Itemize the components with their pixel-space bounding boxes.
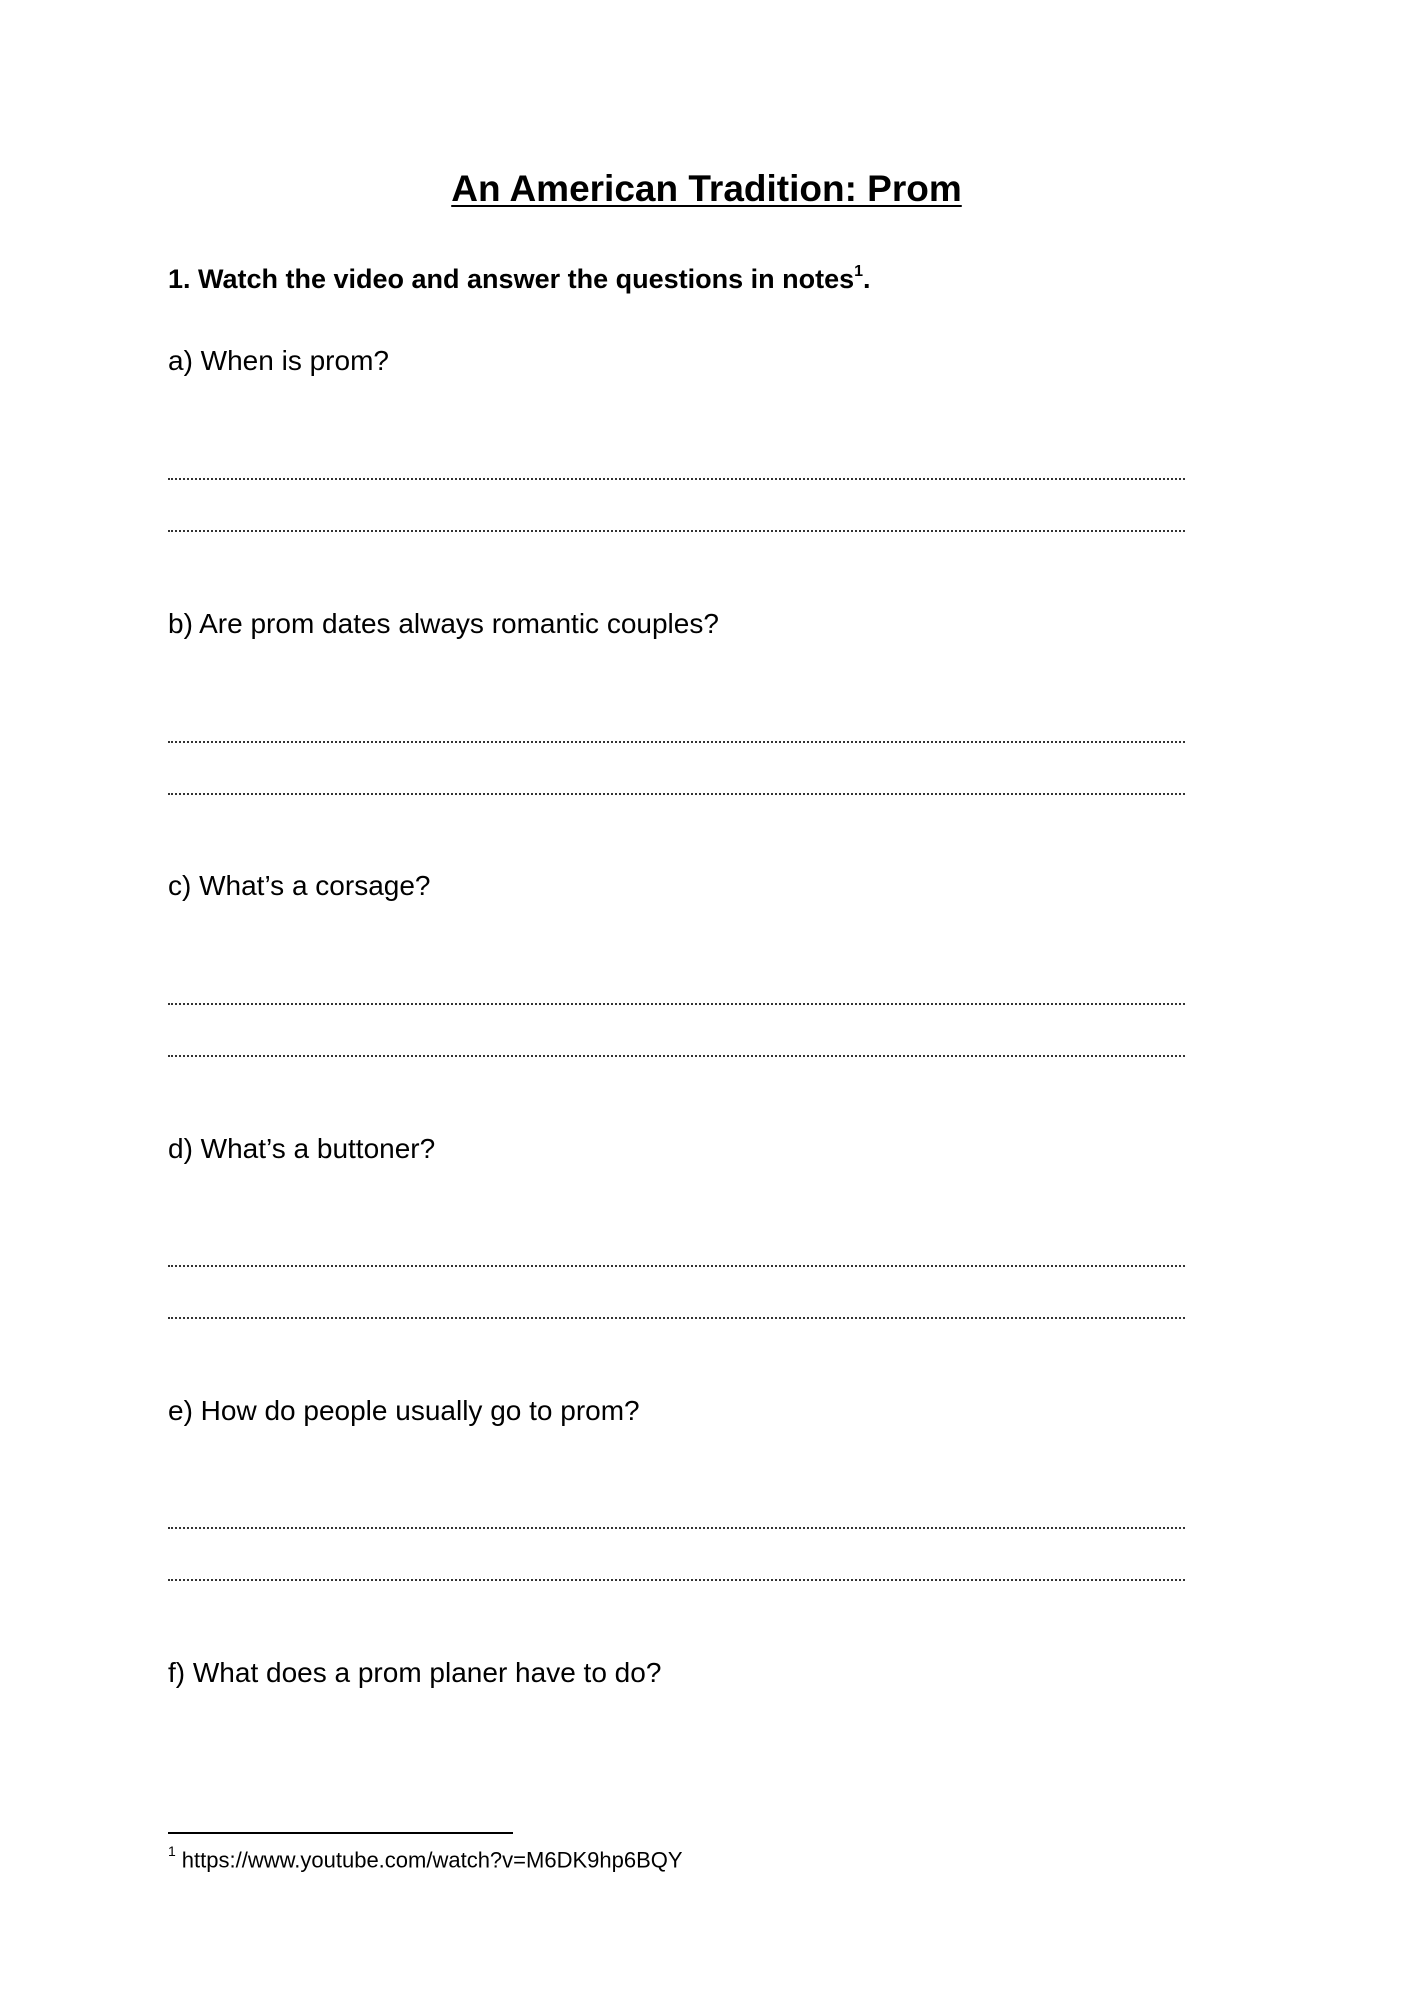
footnote-url[interactable]: https://www.youtube.com/watch?v=M6DK9hp6BQY xyxy=(181,1847,683,1873)
footnote-marker: 1 xyxy=(168,1843,176,1859)
answer-line-a1[interactable] xyxy=(168,478,1185,480)
question-a: a) When is prom? xyxy=(168,345,389,376)
answer-line-c2[interactable] xyxy=(168,1055,1185,1057)
answer-line-b2[interactable] xyxy=(168,793,1185,795)
page-title: An American Tradition: Prom xyxy=(451,168,962,209)
question-e: e) How do people usually go to prom? xyxy=(168,1395,640,1426)
question-b: b) Are prom dates always romantic couples? xyxy=(168,608,719,639)
instruction-heading xyxy=(168,264,871,295)
answer-line-e2[interactable] xyxy=(168,1579,1185,1581)
answer-line-e1[interactable] xyxy=(168,1527,1185,1529)
footnote-separator xyxy=(168,1832,513,1834)
instruction-text: 1. Watch the video and answer the questions in notes xyxy=(168,264,855,294)
answer-line-a2[interactable] xyxy=(168,530,1185,532)
question-f: f) What does a prom planer have to do? xyxy=(168,1657,662,1688)
footnote xyxy=(168,1843,683,1873)
answer-line-d2[interactable] xyxy=(168,1317,1185,1319)
instruction-period: . xyxy=(863,264,871,294)
question-c: c) What’s a corsage? xyxy=(168,870,431,901)
answer-line-b1[interactable] xyxy=(168,741,1185,743)
question-d: d) What’s a buttoner? xyxy=(168,1133,436,1164)
footnote-reference[interactable]: 1 xyxy=(854,263,864,280)
answer-line-d1[interactable] xyxy=(168,1265,1185,1267)
answer-line-c1[interactable] xyxy=(168,1003,1185,1005)
